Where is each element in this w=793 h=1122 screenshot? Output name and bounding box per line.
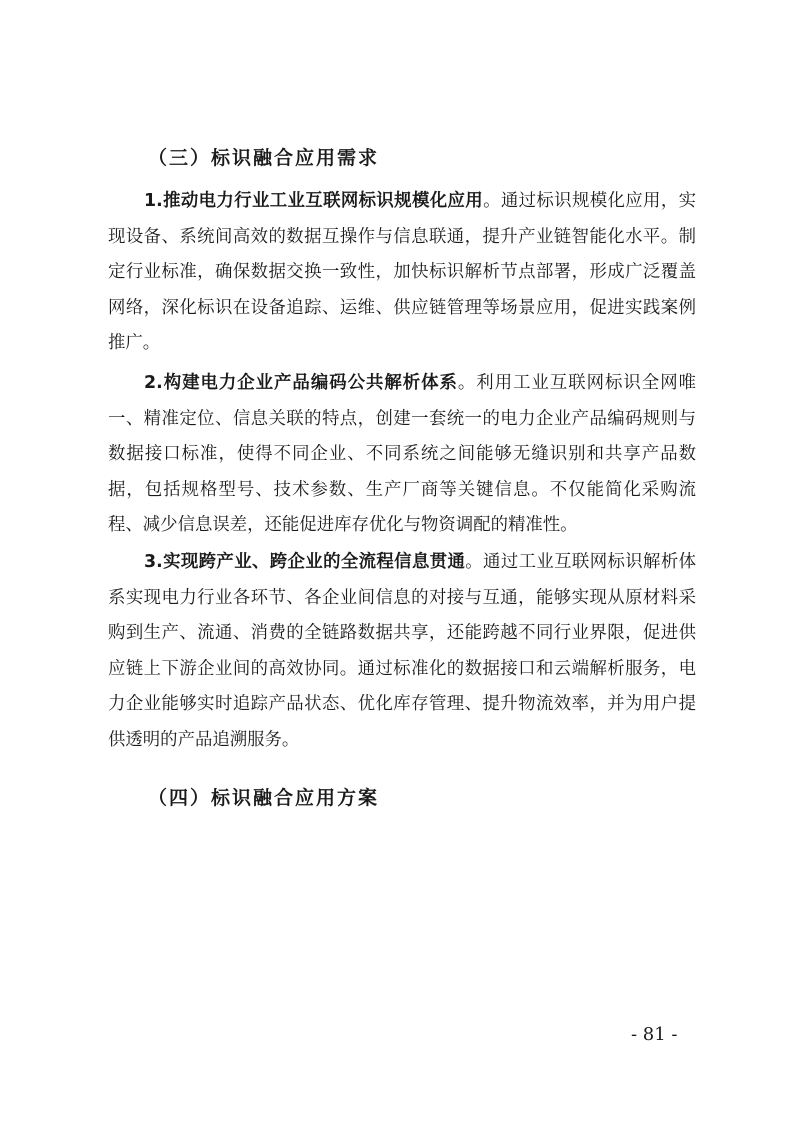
section-heading-four: （四）标识融合应用方案 xyxy=(148,787,380,809)
paragraph-item-1 xyxy=(108,184,696,362)
paragraph-body-2: 。利用工业互联网标识全网唯一、精准定位、信息关联的特点，创建一套统一的电力企业产品编码规则与数据接口标准，使得不同企业、不同系统之间能够无缝识别和共享产品数据，包括规格型号、技术参数、生产厂商等关键信息。不仅能简化采购流程、减少信息误差，还能促进库存优化与物资调配的精准性。 xyxy=(108,373,696,536)
paragraph-lead-3: 3.实现跨产业、跨企业的全流程信息贯通 xyxy=(144,552,466,572)
paragraph-item-3 xyxy=(108,545,696,759)
paragraph-body-1: 。通过标识规模化应用，实现设备、系统间高效的数据互操作与信息联通，提升产业链智能化水平。制定行业标准，确保数据交换一致性，加快标识解析节点部署，形成广泛覆盖网络，深化标识在设备追踪、运维、供应链管理等场景应用，促进实践案例推广。 xyxy=(108,191,696,354)
page-number: - 81 - xyxy=(631,1024,678,1045)
paragraph-lead-1: 1.推动电力行业工业互联网标识规模化应用 xyxy=(144,191,484,211)
paragraph-body-3: 。通过工业互联网标识解析体系实现电力行业各环节、各企业间信息的对接与互通，能够实现从原材料采购到生产、流通、消费的全链路数据共享，还能跨越不同行业界限，促进供应链上下游企业间的高效协同。通过标准化的数据接口和云端解析服务，电力企业能够实时追踪产品状态、优化库存管理、提升物流效率，并为用户提供透明的产品追溯服务。 xyxy=(108,552,696,750)
paragraph-item-2 xyxy=(108,366,696,544)
paragraph-lead-2: 2.构建电力企业产品编码公共解析体系 xyxy=(144,373,458,393)
section-heading-three: （三）标识融合应用需求 xyxy=(148,147,380,169)
